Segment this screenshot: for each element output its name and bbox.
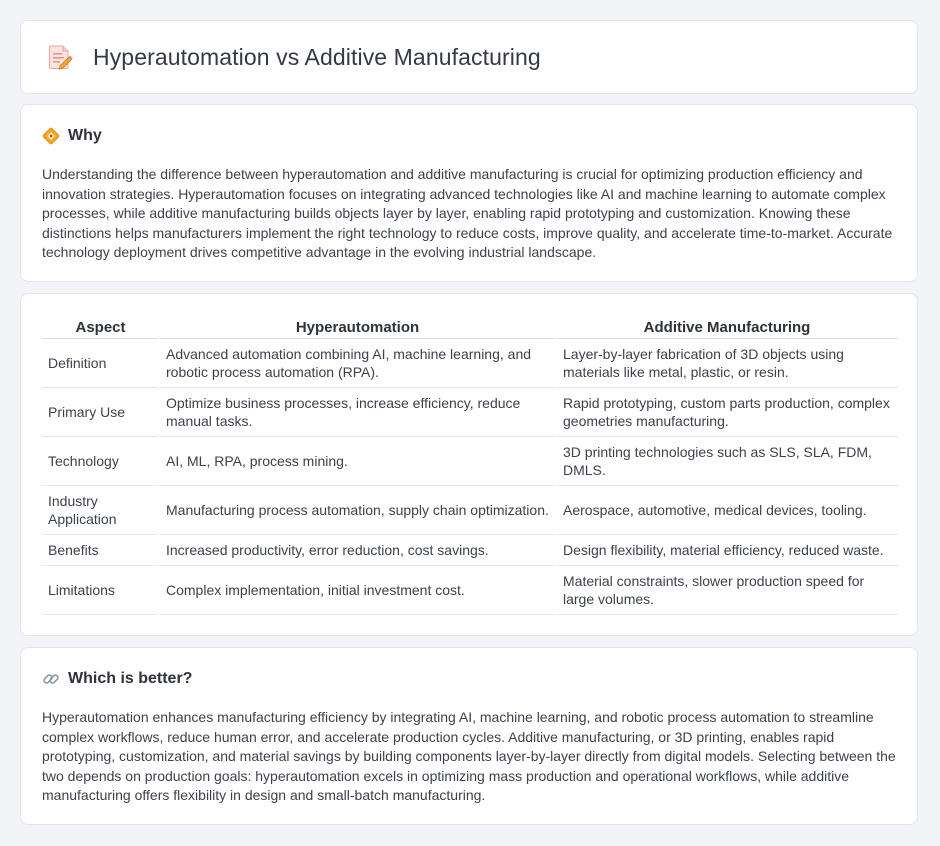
- table-header-row: [42, 316, 898, 339]
- why-title: Why: [68, 127, 102, 144]
- table-row: [42, 566, 898, 615]
- column-header-aspect: Aspect: [42, 316, 159, 339]
- document-pencil-icon: [47, 43, 73, 71]
- better-body: Hyperautomation enhances manufacturing efficiency by integrating AI, machine learning, and robotic process automation to streamline complex workflows, reduce human error, and accelerate production cycles. Additive manufacturing, or 3D printing, enables rapid prototyping, customization, and material savings by building components layer-by-layer directly from digital models. Selecting between the two depends on production goals: hyperautomation excels in optimizing mass production and operational workflows, while additive manufacturing offers flexibility in design and small-batch manufacturing.: [42, 709, 896, 804]
- diamond-sign-icon: [42, 127, 60, 145]
- row-hyperautomation: Optimize business processes, increase efficiency, reduce manual tasks.: [159, 388, 556, 437]
- table-row: [42, 388, 898, 437]
- row-aspect: Technology: [42, 437, 159, 486]
- row-additive: Design flexibility, material efficiency, reduced waste.: [556, 535, 898, 566]
- why-heading: [42, 127, 102, 145]
- table-row: [42, 437, 898, 486]
- row-additive: Aerospace, automotive, medical devices, tooling.: [556, 486, 898, 535]
- title-row: [47, 43, 541, 71]
- row-hyperautomation: Complex implementation, initial investment cost.: [159, 566, 556, 615]
- row-aspect: Limitations: [42, 566, 159, 615]
- row-aspect: Primary Use: [42, 388, 159, 437]
- row-additive: Material constraints, slower production speed for large volumes.: [556, 566, 898, 615]
- link-icon: [42, 670, 60, 688]
- row-aspect: Definition: [42, 339, 159, 388]
- column-header-additive-manufacturing: Additive Manufacturing: [556, 316, 898, 339]
- comparison-section: [20, 293, 918, 636]
- row-hyperautomation: Advanced automation combining AI, machine learning, and robotic process automation (RPA).: [159, 339, 556, 388]
- row-additive: 3D printing technologies such as SLS, SLA, FDM, DMLS.: [556, 437, 898, 486]
- row-hyperautomation: AI, ML, RPA, process mining.: [159, 437, 556, 486]
- comparison-table: [42, 316, 898, 615]
- row-aspect: Industry Application: [42, 486, 159, 535]
- why-body: Understanding the difference between hyperautomation and additive manufacturing is crucial for optimizing production efficiency and innovation strategies. Hyperautomation focuses on integrating advanced technologies like AI and machine learning to automate complex processes, while additive manufacturing builds objects layer by layer, enabling rapid prototyping and customization. Knowing these distinctions helps manufacturers implement the right technology to reduce costs, improve quality, and accelerate time-to-market. Accurate technology deployment drives competitive advantage in the evolving industrial landscape.: [42, 166, 893, 261]
- row-hyperautomation: Manufacturing process automation, supply chain optimization.: [159, 486, 556, 535]
- row-hyperautomation: Increased productivity, error reduction, cost savings.: [159, 535, 556, 566]
- table-row: [42, 339, 898, 388]
- row-additive: Layer-by-layer fabrication of 3D objects using materials like metal, plastic, or resin.: [556, 339, 898, 388]
- why-section: [20, 104, 918, 282]
- row-aspect: Benefits: [42, 535, 159, 566]
- column-header-hyperautomation: Hyperautomation: [159, 316, 556, 339]
- page-title: Hyperautomation vs Additive Manufacturing: [93, 43, 541, 70]
- header-card: [20, 20, 918, 94]
- table-row: [42, 535, 898, 566]
- table-row: [42, 486, 898, 535]
- which-is-better-section: [20, 647, 918, 825]
- better-title: Which is better?: [68, 670, 193, 687]
- row-additive: Rapid prototyping, custom parts production, complex geometries manufacturing.: [556, 388, 898, 437]
- better-heading: [42, 670, 192, 688]
